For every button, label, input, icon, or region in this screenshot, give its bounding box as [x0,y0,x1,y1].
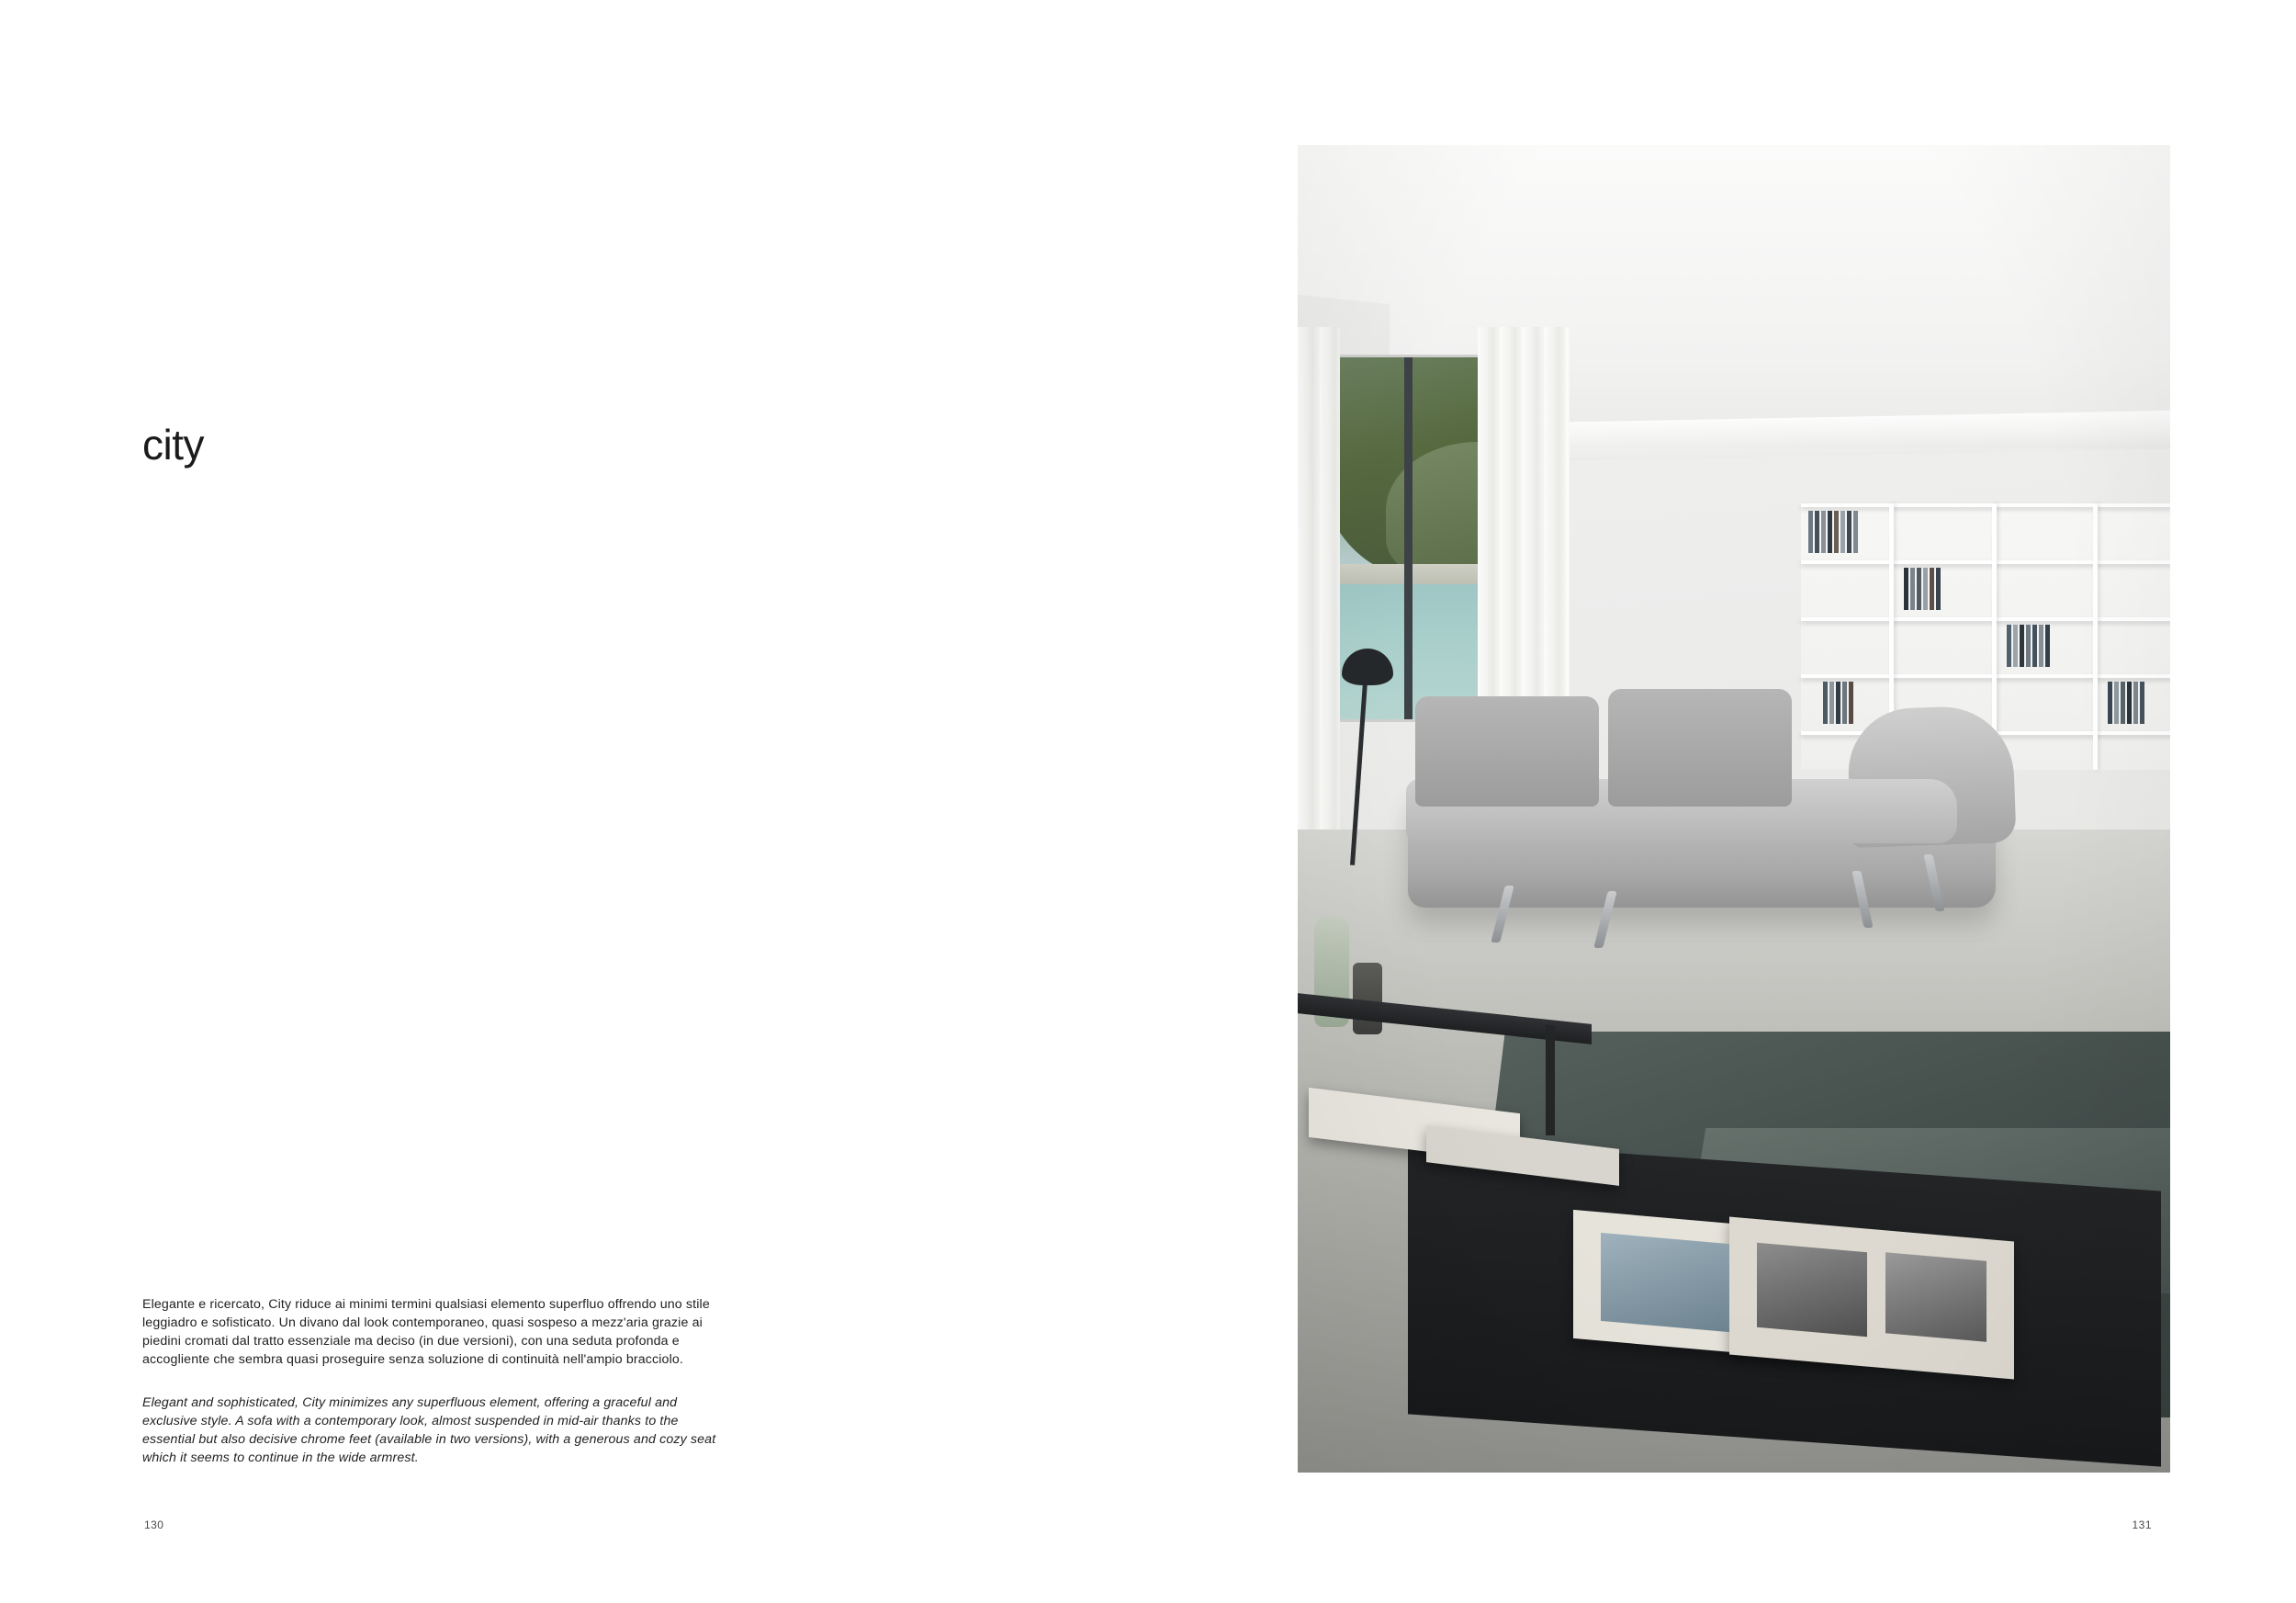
page-number-right: 131 [2132,1518,2152,1531]
coffee-table-leg [1546,1025,1555,1135]
book-photo-plate [1601,1233,1729,1332]
page-title: city [142,420,204,468]
books-row [2007,625,2050,667]
shelf-divider [2093,503,2098,770]
shelf-board [1801,617,2170,621]
shelf-board [1801,503,2170,507]
description-italian: Elegante e ricercato, City riduce ai minimi termini qualsiasi elemento superfluo offrendo uno stile leggiadro e sofisticato. Un divano dal look contemporaneo, quasi sospeso a mezz'aria grazie ai piedini cromati dal tratto essenziale ma deciso (in due versioni), con una seduta profonda e accogliente che sembra quasi proseguire senza soluzione di continuità nell'ampio bracciolo. [142,1297,710,1368]
description-block [142,1295,716,1467]
book-photo-plate [1885,1252,1986,1342]
curtain-left [1298,327,1340,841]
shelf-board [1801,560,2170,564]
books-row [1823,682,1853,724]
sofa-back-cushion [1608,689,1792,807]
sofa-back-cushion [1415,696,1599,807]
interior-scene-image [1298,145,2170,1473]
product-photo [1298,145,2170,1473]
page-number-left: 130 [144,1518,164,1531]
books-row [1808,511,1858,553]
right-page [1148,0,2296,1603]
book-photo-plate [1757,1243,1867,1337]
books-row [2108,682,2144,724]
description-english: Elegant and sophisticated, City minimizes any superfluous element, offering a graceful and exclusive style. A sofa with a contemporary look, almost suspended in mid-air thanks to the essential but also decisive chrome feet (available in two versions), with a generous and cozy seat which it seems to continue in the wide armrest. [142,1394,716,1466]
books-row [1904,568,1941,610]
shelf-board [1801,674,2170,678]
